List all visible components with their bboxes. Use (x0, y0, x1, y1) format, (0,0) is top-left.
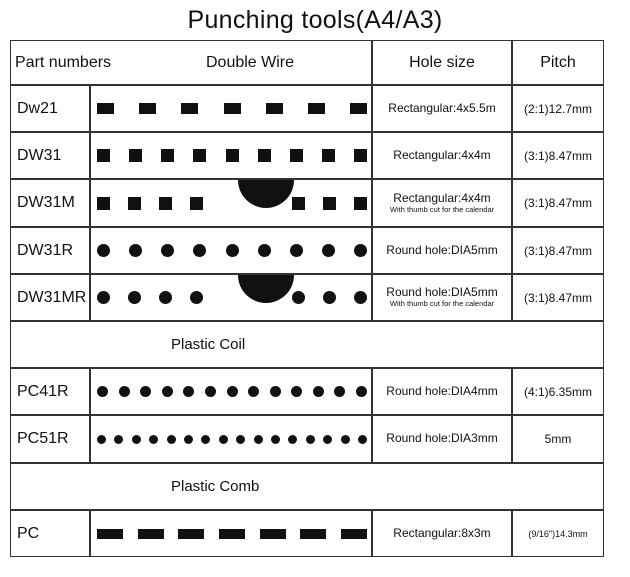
header-hole-size-label: Hole size (409, 53, 475, 71)
hole-mark (322, 244, 335, 257)
part-number-cell (10, 179, 90, 227)
hole-mark (266, 103, 283, 114)
hole-pattern (91, 511, 371, 556)
pitch-text: (2:1)12.7mm (523, 101, 593, 116)
section-plastic-coil-label: Plastic Coil (171, 336, 246, 353)
pitch-cell (512, 510, 604, 557)
part-number: DW31MR (17, 288, 87, 306)
part-number: DW31 (17, 146, 62, 164)
pitch-text: 5mm (544, 432, 572, 446)
hole-mark (132, 435, 141, 444)
pitch-text: (4:1)6.35mm (523, 384, 593, 399)
hole-mark (139, 103, 156, 114)
hole-pattern (91, 86, 371, 131)
hole-mark (258, 244, 271, 257)
section-plastic-comb (10, 463, 604, 510)
section-plastic-comb-label: Plastic Comb (171, 478, 260, 495)
hole-mark (288, 435, 297, 444)
hole-mark (226, 244, 239, 257)
hole-pattern-cell (90, 132, 372, 179)
hole-mark (354, 244, 367, 257)
hole-mark (260, 529, 286, 539)
hole-mark (128, 197, 141, 210)
header-double-wire (190, 40, 310, 85)
hole-size-cell (372, 368, 512, 415)
hole-mark (178, 529, 204, 539)
hole-mark (97, 386, 108, 397)
part-number: PC41R (17, 382, 69, 400)
header-double-wire-label: Double Wire (205, 53, 295, 71)
header-pitch (512, 40, 604, 85)
hole-pattern-cell (90, 368, 372, 415)
hole-mark (358, 435, 367, 444)
hole-mark (190, 291, 203, 304)
hole-mark (334, 386, 345, 397)
hole-size-text: Round hole:DIA4mm (386, 383, 498, 398)
hole-mark (341, 435, 350, 444)
hole-mark (97, 435, 106, 444)
pitch-cell (512, 132, 604, 179)
hole-mark (184, 435, 193, 444)
hole-size-cell (372, 132, 512, 179)
part-number-cell (10, 227, 90, 274)
hole-mark (149, 435, 158, 444)
hole-mark (97, 244, 110, 257)
hole-pattern-cell (90, 415, 372, 463)
hole-pattern (91, 275, 371, 320)
hole-pattern (91, 180, 371, 226)
hole-mark (308, 103, 325, 114)
hole-mark (161, 149, 174, 162)
header-pitch-label: Pitch (540, 53, 576, 71)
hole-pattern (91, 133, 371, 178)
hole-pattern-cell (90, 274, 372, 321)
hole-mark (271, 435, 280, 444)
punching-tools-table (10, 40, 604, 557)
hole-mark (306, 435, 315, 444)
part-number: Dw21 (17, 99, 58, 117)
hole-mark (254, 435, 263, 444)
hole-mark (119, 386, 130, 397)
hole-mark (226, 149, 239, 162)
hole-pattern-cell (90, 227, 372, 274)
hole-pattern (91, 369, 371, 414)
part-number-cell (10, 85, 90, 132)
hole-mark (219, 529, 245, 539)
hole-mark (350, 103, 367, 114)
hole-mark (224, 103, 241, 114)
hole-size-cell (372, 179, 512, 227)
hole-mark (97, 529, 123, 539)
hole-mark (290, 244, 303, 257)
pitch-cell (512, 179, 604, 227)
hole-mark (193, 149, 206, 162)
thumb-cut-shape (238, 180, 294, 208)
hole-mark (97, 197, 110, 210)
hole-mark (162, 386, 173, 397)
hole-mark (292, 291, 305, 304)
part-number-cell (10, 510, 90, 557)
hole-size-note: With thumb cut for the calendar (389, 299, 495, 309)
hole-size-text: Round hole:DIA5mm (386, 285, 498, 300)
hole-size-cell (372, 510, 512, 557)
page-title: Punching tools(A4/A3) (187, 6, 443, 34)
hole-mark (129, 149, 142, 162)
hole-mark (290, 149, 303, 162)
pitch-cell (512, 368, 604, 415)
hole-mark (291, 386, 302, 397)
hole-mark (219, 435, 228, 444)
hole-mark (97, 103, 114, 114)
hole-mark (97, 149, 110, 162)
hole-size-text: Rectangular:8x3m (393, 525, 491, 540)
hole-mark (167, 435, 176, 444)
hole-mark (140, 386, 151, 397)
hole-size-text: Round hole:DIA3mm (386, 431, 498, 446)
hole-mark (354, 149, 367, 162)
hole-mark (258, 149, 271, 162)
hole-mark (227, 386, 238, 397)
part-number: PC51R (17, 430, 69, 447)
pitch-text: (3:1)8.47mm (523, 148, 593, 163)
part-number: DW31R (17, 241, 74, 259)
hole-mark (159, 197, 172, 210)
hole-mark (354, 197, 367, 210)
hole-mark (201, 435, 210, 444)
pitch-cell (512, 274, 604, 321)
hole-mark (356, 386, 367, 397)
hole-mark (322, 149, 335, 162)
hole-mark (236, 435, 245, 444)
hole-mark (190, 197, 203, 210)
hole-mark (181, 103, 198, 114)
hole-pattern-cell (90, 510, 372, 557)
hole-mark (323, 197, 336, 210)
header-hole-size (372, 40, 512, 85)
pitch-text: (3:1)8.47mm (523, 243, 593, 258)
pitch-text: (9/16")14.3mm (528, 528, 588, 539)
hole-pattern-cell (90, 179, 372, 227)
pitch-cell (512, 415, 604, 463)
hole-size-cell (372, 85, 512, 132)
part-number: PC (17, 524, 40, 542)
part-number-cell (10, 415, 90, 463)
hole-mark (159, 291, 172, 304)
hole-pattern (91, 228, 371, 273)
hole-mark (161, 244, 174, 257)
hole-mark (292, 197, 305, 210)
pitch-cell (512, 85, 604, 132)
hole-mark (248, 386, 259, 397)
pitch-cell (512, 227, 604, 274)
hole-mark (183, 386, 194, 397)
hole-mark (341, 529, 367, 539)
hole-mark (270, 386, 281, 397)
section-plastic-coil (10, 321, 604, 368)
hole-size-cell (372, 415, 512, 463)
part-number-cell (10, 274, 90, 321)
hole-mark (205, 386, 216, 397)
hole-size-text: Rectangular:4x4m (393, 190, 491, 205)
hole-mark (128, 291, 141, 304)
hole-mark (193, 244, 206, 257)
hole-size-text: Round hole:DIA5mm (386, 242, 498, 257)
hole-mark (323, 291, 336, 304)
hole-mark (354, 291, 367, 304)
hole-mark (300, 529, 326, 539)
pitch-text: (3:1)8.47mm (523, 196, 593, 210)
part-number-cell (10, 132, 90, 179)
hole-size-cell (372, 274, 512, 321)
hole-mark (313, 386, 324, 397)
header-part-label: Part numbers (15, 53, 112, 71)
hole-mark (97, 291, 110, 304)
hole-mark (129, 244, 142, 257)
hole-mark (323, 435, 332, 444)
hole-pattern (91, 416, 371, 462)
hole-pattern-cell (90, 85, 372, 132)
hole-size-note: With thumb cut for the calendar (389, 204, 495, 214)
part-number: DW31M (17, 194, 75, 211)
hole-size-text: Rectangular:4x5.5m (388, 100, 496, 115)
hole-mark (114, 435, 123, 444)
hole-size-text: Rectangular:4x4m (393, 147, 491, 162)
thumb-cut-shape (238, 275, 294, 303)
pitch-text: (3:1)8.47mm (523, 290, 593, 305)
hole-size-cell (372, 227, 512, 274)
part-number-cell (10, 368, 90, 415)
hole-mark (138, 529, 164, 539)
